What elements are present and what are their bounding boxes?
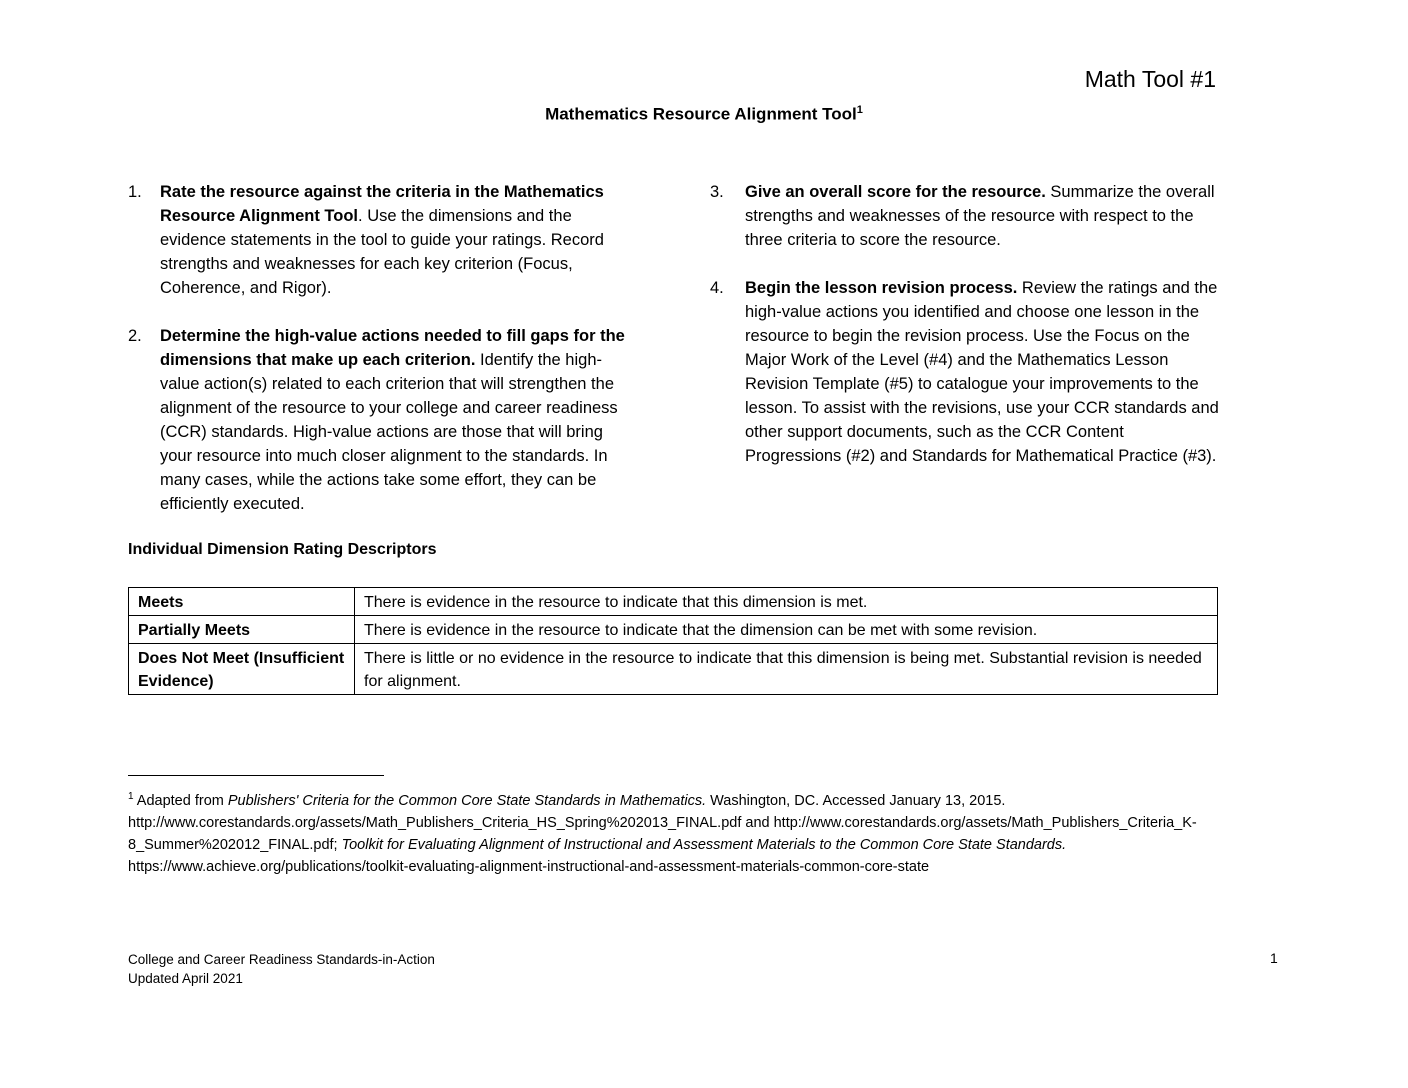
footnote-divider	[128, 775, 384, 776]
step-number: 1.	[128, 183, 142, 201]
footnote-source-title: Toolkit for Evaluating Alignment of Instructional and Assessment Materials to the Common Core State Standards.	[341, 836, 1067, 853]
page-footer	[128, 950, 435, 988]
steps-right-column	[710, 180, 1220, 492]
title-footnote-mark: 1	[856, 104, 863, 116]
step-heading: Determine the high-value actions needed to fill gaps for the dimensions that make up each criterion.	[160, 327, 625, 369]
step-2	[128, 324, 628, 516]
footer-line: College and Career Readiness Standards-in-Action	[128, 952, 435, 967]
step-text: Summarize the overall strengths and weaknesses of the resource with respect to the three criteria to score the resource.	[745, 183, 1215, 249]
table-row	[129, 644, 1218, 695]
rating-description: There is little or no evidence in the resource to indicate that this dimension is being met. Substantial revision is needed for alignment.	[355, 644, 1218, 695]
rating-description: There is evidence in the resource to indicate that this dimension is met.	[355, 588, 1218, 616]
table-row	[129, 588, 1218, 616]
rating-term: Meets	[129, 588, 355, 616]
descriptors-heading: Individual Dimension Rating Descriptors	[128, 541, 437, 558]
steps-left-column	[128, 180, 628, 540]
page-number: 1	[1270, 950, 1278, 966]
step-text: . Use the dimensions and the evidence statements in the tool to guide your ratings. Record strengths and weaknesses for each key criterion (Focus, Coherence, and Rigor).	[160, 207, 604, 297]
rating-description: There is evidence in the resource to indicate that the dimension can be met with some revision.	[355, 616, 1218, 644]
footnote	[128, 786, 1218, 878]
title-text: Mathematics Resource Alignment Tool	[545, 104, 857, 124]
tool-label: Math Tool #1	[1084, 66, 1216, 92]
step-1	[128, 180, 628, 300]
footnote-source-title: Publishers' Criteria for the Common Core State Standards in Mathematics.	[227, 792, 707, 809]
footnote-middle: Washington, DC. Accessed January 13, 2015. http://www.corestandards.org/assets/Math_Publishers_Criteria_HS_Spring%202013_FINAL.pdf and http://www.corestandards.org/assets/Math_Publishers_Criteria_K-8_Summer%202012_FINAL.pdf;	[128, 792, 1197, 853]
step-4	[710, 276, 1220, 468]
rating-descriptors-table	[128, 587, 1218, 695]
step-number: 4.	[710, 279, 724, 297]
document-title	[0, 104, 1408, 125]
step-heading: Begin the lesson revision process.	[745, 279, 1018, 297]
footnote-mark: 1	[128, 791, 134, 802]
step-heading: Give an overall score for the resource.	[745, 183, 1046, 201]
step-text: Identify the high-value action(s) related to each criterion that will strengthen the alignment of the resource to your college and career readiness (CCR) standards. High-value actions are those that will bring your resource into much closer alignment to the standards. In many cases, while the actions take some effort, they can be efficiently executed.	[160, 351, 618, 513]
step-number: 3.	[710, 183, 724, 201]
table-row	[129, 616, 1218, 644]
step-text: Review the ratings and the high-value actions you identified and choose one lesson in the resource to begin the revision process. Use the Focus on the Major Work of the Level (#4) and the Mathematics Lesson Revision Template (#5) to catalogue your improvements to the lesson. To assist with the revisions, use your CCR standards and other support documents, such as the CCR Content Progressions (#2) and Standards for Mathematical Practice (#3).	[745, 279, 1219, 465]
rating-term: Does Not Meet (Insufficient Evidence)	[129, 644, 355, 695]
step-heading: Rate the resource against the criteria in the Mathematics Resource Alignment Tool	[160, 183, 604, 225]
footnote-suffix: https://www.achieve.org/publications/toolkit-evaluating-alignment-instructional-and-assessment-materials-common-core-state	[128, 858, 930, 875]
step-3	[710, 180, 1220, 252]
footer-line: Updated April 2021	[128, 971, 243, 986]
step-number: 2.	[128, 327, 142, 345]
footnote-prefix: Adapted from	[133, 792, 228, 809]
rating-term: Partially Meets	[129, 616, 355, 644]
